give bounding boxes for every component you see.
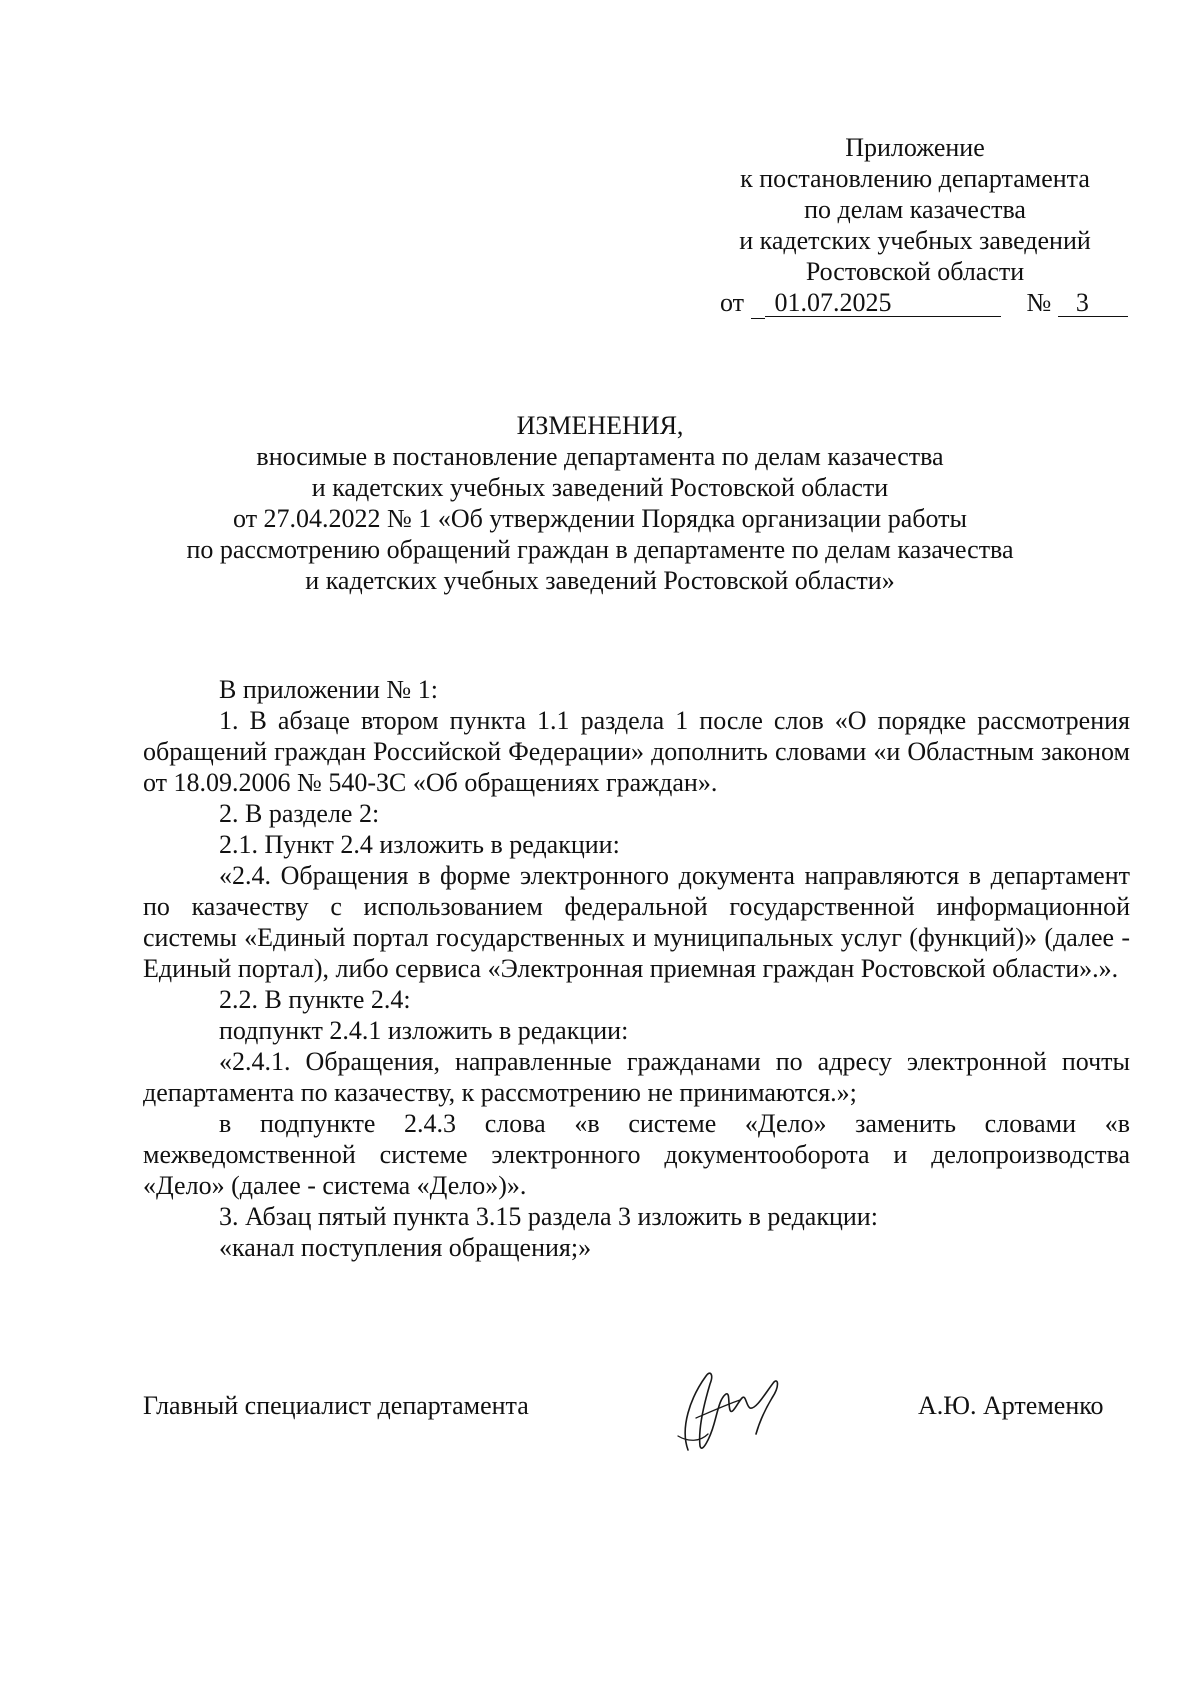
appendix-line-3: по делам казачества (804, 195, 1026, 224)
appendix-header (700, 132, 1130, 319)
document-body (143, 674, 1130, 1263)
document-heading: ИЗМЕНЕНИЯ, (516, 411, 684, 440)
appendix-title: Приложение (845, 133, 985, 162)
title-line-1: вносимые в постановление департамента по делам казачества (256, 442, 944, 471)
paragraph-6: 2.2. В пункте 2.4: (219, 985, 411, 1014)
date-underline-lead (751, 287, 765, 319)
paragraph-8: «2.4.1. Обращения, направленные гражданами по адресу электронной почты департамента по казачеству, к рассмотрению не принимаются.»; (143, 1047, 1130, 1107)
paragraph-2: 1. В абзаце втором пункта 1.1 раздела 1 после слов «О порядке рассмотрения обращений граждан Российской Федерации» дополнить словами «и Областным законом от 18.09.2006 № 540-ЗС «Об обращениях граждан». (143, 706, 1130, 797)
paragraph-7: подпункт 2.4.1 изложить в редакции: (219, 1016, 629, 1045)
paragraph-5: «2.4. Обращения в форме электронного документа направляются в департамент по казачеству с использованием федеральной государственной информационной системы «Единый портал государственных и муниципальных услуг (функций)» (далее - Единый портал), либо сервиса «Электронная приемная граждан Ростовской области».». (143, 861, 1130, 983)
paragraph-9: в подпункте 2.4.3 слова «в системе «Дело» заменить словами «в межведомственной системе электронного документооборота и делопроизводства «Дело» (далее - система «Дело»)». (143, 1109, 1130, 1200)
paragraph-4: 2.1. Пункт 2.4 изложить в редакции: (219, 830, 620, 859)
appendix-line-5: Ростовской области (805, 257, 1025, 286)
appendix-date-line (700, 287, 1130, 319)
paragraph-3: 2. В разделе 2: (219, 799, 380, 828)
title-line-4: по рассмотрению обращений граждан в департаменте по делам казачества (186, 535, 1014, 564)
paragraph-11: «канал поступления обращения;» (219, 1233, 592, 1262)
handwritten-signature (670, 1358, 800, 1458)
paragraph-1: В приложении № 1: (219, 675, 438, 704)
decree-number: 3 (1058, 290, 1128, 317)
document-title-block (100, 410, 1100, 596)
appendix-line-4: и кадетских учебных заведений (739, 226, 1091, 255)
signatory-role: Главный специалист департамента (143, 1391, 529, 1420)
from-label: от (720, 288, 745, 317)
paragraph-10: 3. Абзац пятый пункта 3.15 раздела 3 изложить в редакции: (219, 1202, 878, 1231)
signatory-name: А.Ю. Артеменко (918, 1391, 1104, 1420)
decree-date: 01.07.2025 (765, 290, 1001, 317)
number-label: № (1026, 288, 1052, 317)
title-line-5: и кадетских учебных заведений Ростовской области» (305, 566, 895, 595)
title-line-2: и кадетских учебных заведений Ростовской области (311, 473, 889, 502)
title-line-3: от 27.04.2022 № 1 «Об утверждении Порядка организации работы (233, 504, 967, 533)
appendix-line-2: к постановлению департамента (740, 164, 1090, 193)
